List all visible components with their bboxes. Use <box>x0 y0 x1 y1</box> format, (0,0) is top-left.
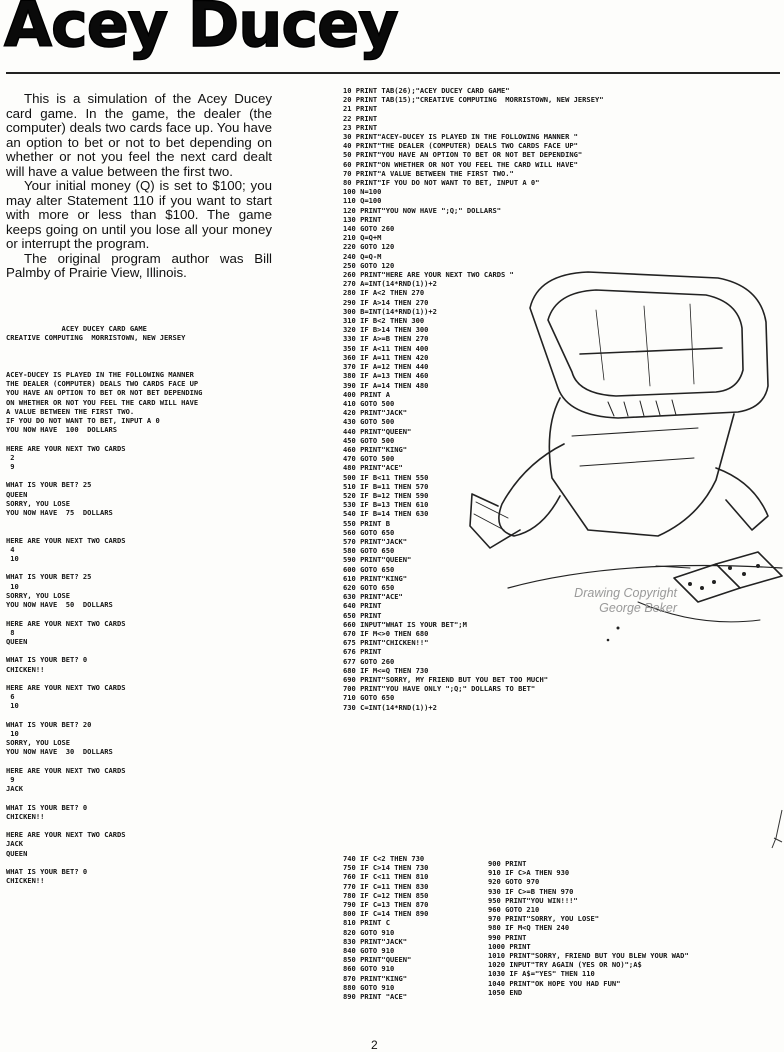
credit-line: George Beker <box>599 601 677 615</box>
program-listing: 10 PRINT TAB(26);"ACEY DUCEY CARD GAME" 20 PRINT TAB(15);"CREATIVE COMPUTING MORRISTOWN, NEW JERSEY" 21 PRINT 22 PRINT 23 PRINT 30 PRINT"ACEY-DUCEY IS PLAYED IN THE FOLLOWING MANNER " 40 PRINT"THE DEALER (COMPUTER) DEALS TWO CARDS FACE UP" 50 PRINT"YOU HAVE AN OPTION TO BET OR NOT BET DEPENDING" 60 PRINT"ON WHETHER OR NOT YOU FEEL THE CARD WILL HAVE" 70 PRINT"A VALUE BETWEEN THE FIRST TWO." 80 PRINT"IF YOU DO NOT WANT TO BET, INPUT A 0" 100 N=100 110 Q=100 120 PRINT"YOU NOW HAVE ";Q;" DOLLARS" 130 PRINT 140 GOTO 260 210 Q=Q+M 220 GOTO 120 240 Q=Q-M 250 GOTO 120 260 PRINT"HERE ARE YOUR NEXT TWO CARDS " 270 A=INT(14*RND(1))+2 280 IF A<2 THEN 270 290 IF A>14 THEN 270 300 B=INT(14*RND(1))+2 310 IF B<2 THEN 300 320 IF B>14 THEN 300 330 IF A>=B THEN 270 350 IF A<11 THEN 400 360 IF A=11 THEN 420 370 IF A=12 THEN 440 380 IF A=13 THEN 460 390 IF A=14 THEN 480 400 PRINT A 410 GOTO 500 420 PRINT"JACK" 430 GOTO 500 440 PRINT"QUEEN" 450 GOTO 500 460 PRINT"KING" 470 GOTO 500 480 PRINT"ACE" 500 IF B<11 THEN 550 510 IF B=11 THEN 570 520 IF B=12 THEN 590 530 IF B=13 THEN 610 540 IF B=14 THEN 630 550 PRINT B 560 GOTO 650 570 PRINT"JACK" 580 GOTO 650 590 PRINT"QUEEN" 600 GOTO 650 610 PRINT"KING" 620 GOTO 650 630 PRINT"ACE" 640 PRINT 650 PRINT 660 INPUT"WHAT IS YOUR BET";M 670 IF M<>0 THEN 680 675 PRINT"CHICKEN!!" 676 PRINT 677 GOTO 260 680 IF M<=Q THEN 730 690 PRINT"SORRY, MY FRIEND BUT YOU BET TOO MUCH" 700 PRINT"YOU HAVE ONLY ";Q;" DOLLARS TO BET" 710 GOTO 650 730 C=INT(14*RND(1))+2 <box>343 86 604 712</box>
page-title: Acey Ducey <box>4 0 398 61</box>
program-listing-continued-left: 740 IF C<2 THEN 730 750 IF C>14 THEN 730 760 IF C<11 THEN 810 770 IF C=11 THEN 830 780 IF C=12 THEN 850 790 IF C=13 THEN 870 800 IF C=14 THEN 890 810 PRINT C 820 GOTO 910 830 PRINT"JACK" 840 GOTO 910 850 PRINT"QUEEN" 860 GOTO 910 870 PRINT"KING" 880 GOTO 910 890 PRINT "ACE" <box>343 854 429 1002</box>
title-rule <box>6 72 780 74</box>
margin-scribble <box>770 808 784 856</box>
program-listing-continued-right: 900 PRINT 910 IF C>A THEN 930 920 GOTO 970 930 IF C>=B THEN 970 950 PRINT"YOU WIN!!!" 960 GOTO 210 970 PRINT"SORRY, YOU LOSE" 980 IF M<Q THEN 240 990 PRINT 1000 PRINT 1010 PRINT"SORRY, FRIEND BUT YOU BLEW YOUR WAD" 1020 INPUT"TRY AGAIN (YES OR NO)";A$ 1030 IF A$="YES" THEN 110 1040 PRINT"OK HOPE YOU HAD FUN" 1050 END <box>488 859 689 997</box>
drawing-credit <box>527 586 677 616</box>
sample-run-output: ACEY DUCEY CARD GAME CREATIVE COMPUTING MORRISTOWN, NEW JERSEY ACEY-DUCEY IS PLAYED IN THE FOLLOWING MANNER THE DEALER (COMPUTER) DEALS TWO CARDS FACE UP YOU HAVE AN OPTION TO BET OR NOT BET DEPENDING ON WHETHER OR NOT YOU FEEL THE CARD WILL HAVE A VALUE BETWEEN THE FIRST TWO. IF YOU DO NOT WANT TO BET, INPUT A 0 YOU NOW HAVE 100 DOLLARS HERE ARE YOUR NEXT TWO CARDS 2 9 WHAT IS YOUR BET? 25 QUEEN SORRY, YOU LOSE YOU NOW HAVE 75 DOLLARS HERE ARE YOUR NEXT TWO CARDS 4 10 WHAT IS YOUR BET? 25 10 SORRY, YOU LOSE YOU NOW HAVE 50 DOLLARS HERE ARE YOUR NEXT TWO CARDS 8 QUEEN WHAT IS YOUR BET? 0 CHICKEN!! HERE ARE YOUR NEXT TWO CARDS 6 10 WHAT IS YOUR BET? 20 10 SORRY, YOU LOSE YOU NOW HAVE 30 DOLLARS HERE ARE YOUR NEXT TWO CARDS 9 JACK WHAT IS YOUR BET? 0 CHICKEN!! HERE ARE YOUR NEXT TWO CARDS JACK QUEEN WHAT IS YOUR BET? 0 CHICKEN!! <box>6 324 203 886</box>
intro-paragraph: The original program author was Bill Palmby of Prairie View, Illinois. <box>6 250 272 280</box>
intro-paragraph: This is a simulation of the Acey Ducey card game. In the game, the dealer (the computer) deals two cards face up. You have an option to bet or not to bet depending on whether or not you feel the next card dealt will have a value between the first two. <box>6 91 272 179</box>
page-number: 2 <box>371 1038 378 1052</box>
intro-text <box>6 92 272 281</box>
intro-paragraph: Your initial money (Q) is set to $100; you may alter Statement 110 if you want to start with more or less than $100. The game keeps going on until you lose all your money or interrupt the program. <box>6 178 272 251</box>
credit-line: Drawing Copyright <box>574 586 677 600</box>
